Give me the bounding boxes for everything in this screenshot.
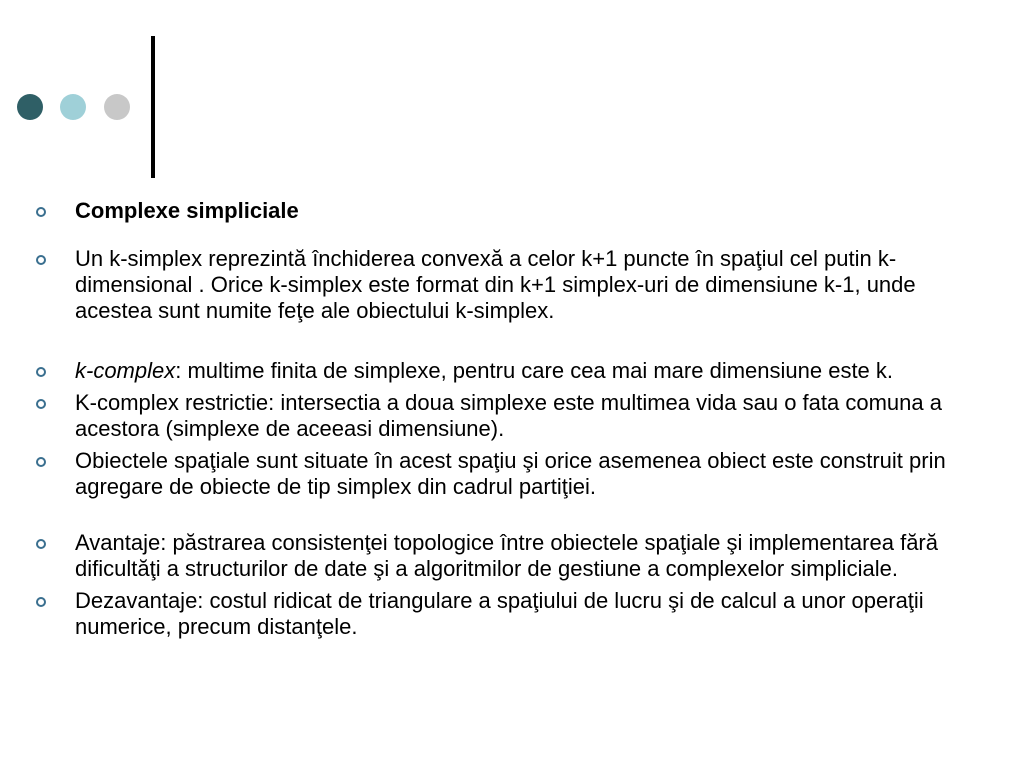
bullet-text: K-complex restrictie: intersectia a doua simplexe este multimea vida sau o fata comuna a acestora (simplexe de aceeasi dimensiune). — [75, 390, 942, 441]
bullet-text: Avantaje: păstrarea consistenţei topologice între obiectele spaţiale şi implementarea fără dificultăţi a structurilor de date şi a algoritmilor de gestiune a complexelor simpliciale. — [75, 530, 938, 581]
hollow-circle-bullet-icon — [36, 207, 46, 217]
bullet-advantages — [36, 530, 996, 582]
hollow-circle-bullet-icon — [36, 399, 46, 409]
bullet-text: Dezavantaje: costul ridicat de triangulare a spaţiului de lucru şi de calcul a unor operaţii numerice, precum distanţele. — [75, 588, 924, 639]
bullet-k-simplex-definition — [36, 246, 996, 324]
bullet-text: : multime finita de simplexe, pentru care cea mai mare dimensiune este k. — [175, 358, 894, 383]
bullet-text: Un k-simplex reprezintă închiderea convexă a celor k+1 puncte în spaţiul cel putin k-dimensional . Orice k-simplex este format din k+1 simplex-uri de dimensiune k-1, unde acestea sunt numite feţe ale obiectului k-simplex. — [75, 246, 916, 323]
decorative-dot-light-teal-icon — [60, 94, 86, 120]
hollow-circle-bullet-icon — [36, 597, 46, 607]
bullet-term: k-complex — [75, 358, 176, 383]
bullet-k-complex-definition — [36, 358, 996, 384]
bullet-complexe-simpliciale — [36, 198, 996, 224]
hollow-circle-bullet-icon — [36, 457, 46, 467]
bullet-k-complex-restriction — [36, 390, 996, 442]
hollow-circle-bullet-icon — [36, 539, 46, 549]
bullet-text: Obiectele spaţiale sunt situate în acest spaţiu şi orice asemenea obiect este construit prin agregare de obiecte de tip simplex din cadrul partiţiei. — [75, 448, 946, 499]
bullet-spatial-objects — [36, 448, 996, 500]
hollow-circle-bullet-icon — [36, 367, 46, 377]
decorative-dot-dark-teal-icon — [17, 94, 43, 120]
hollow-circle-bullet-icon — [36, 255, 46, 265]
title-vertical-rule — [151, 36, 155, 178]
bullet-heading-text: Complexe simpliciale — [75, 198, 299, 223]
slide-body-list — [36, 198, 996, 640]
bullet-disadvantages — [36, 588, 996, 640]
decorative-dot-gray-icon — [104, 94, 130, 120]
